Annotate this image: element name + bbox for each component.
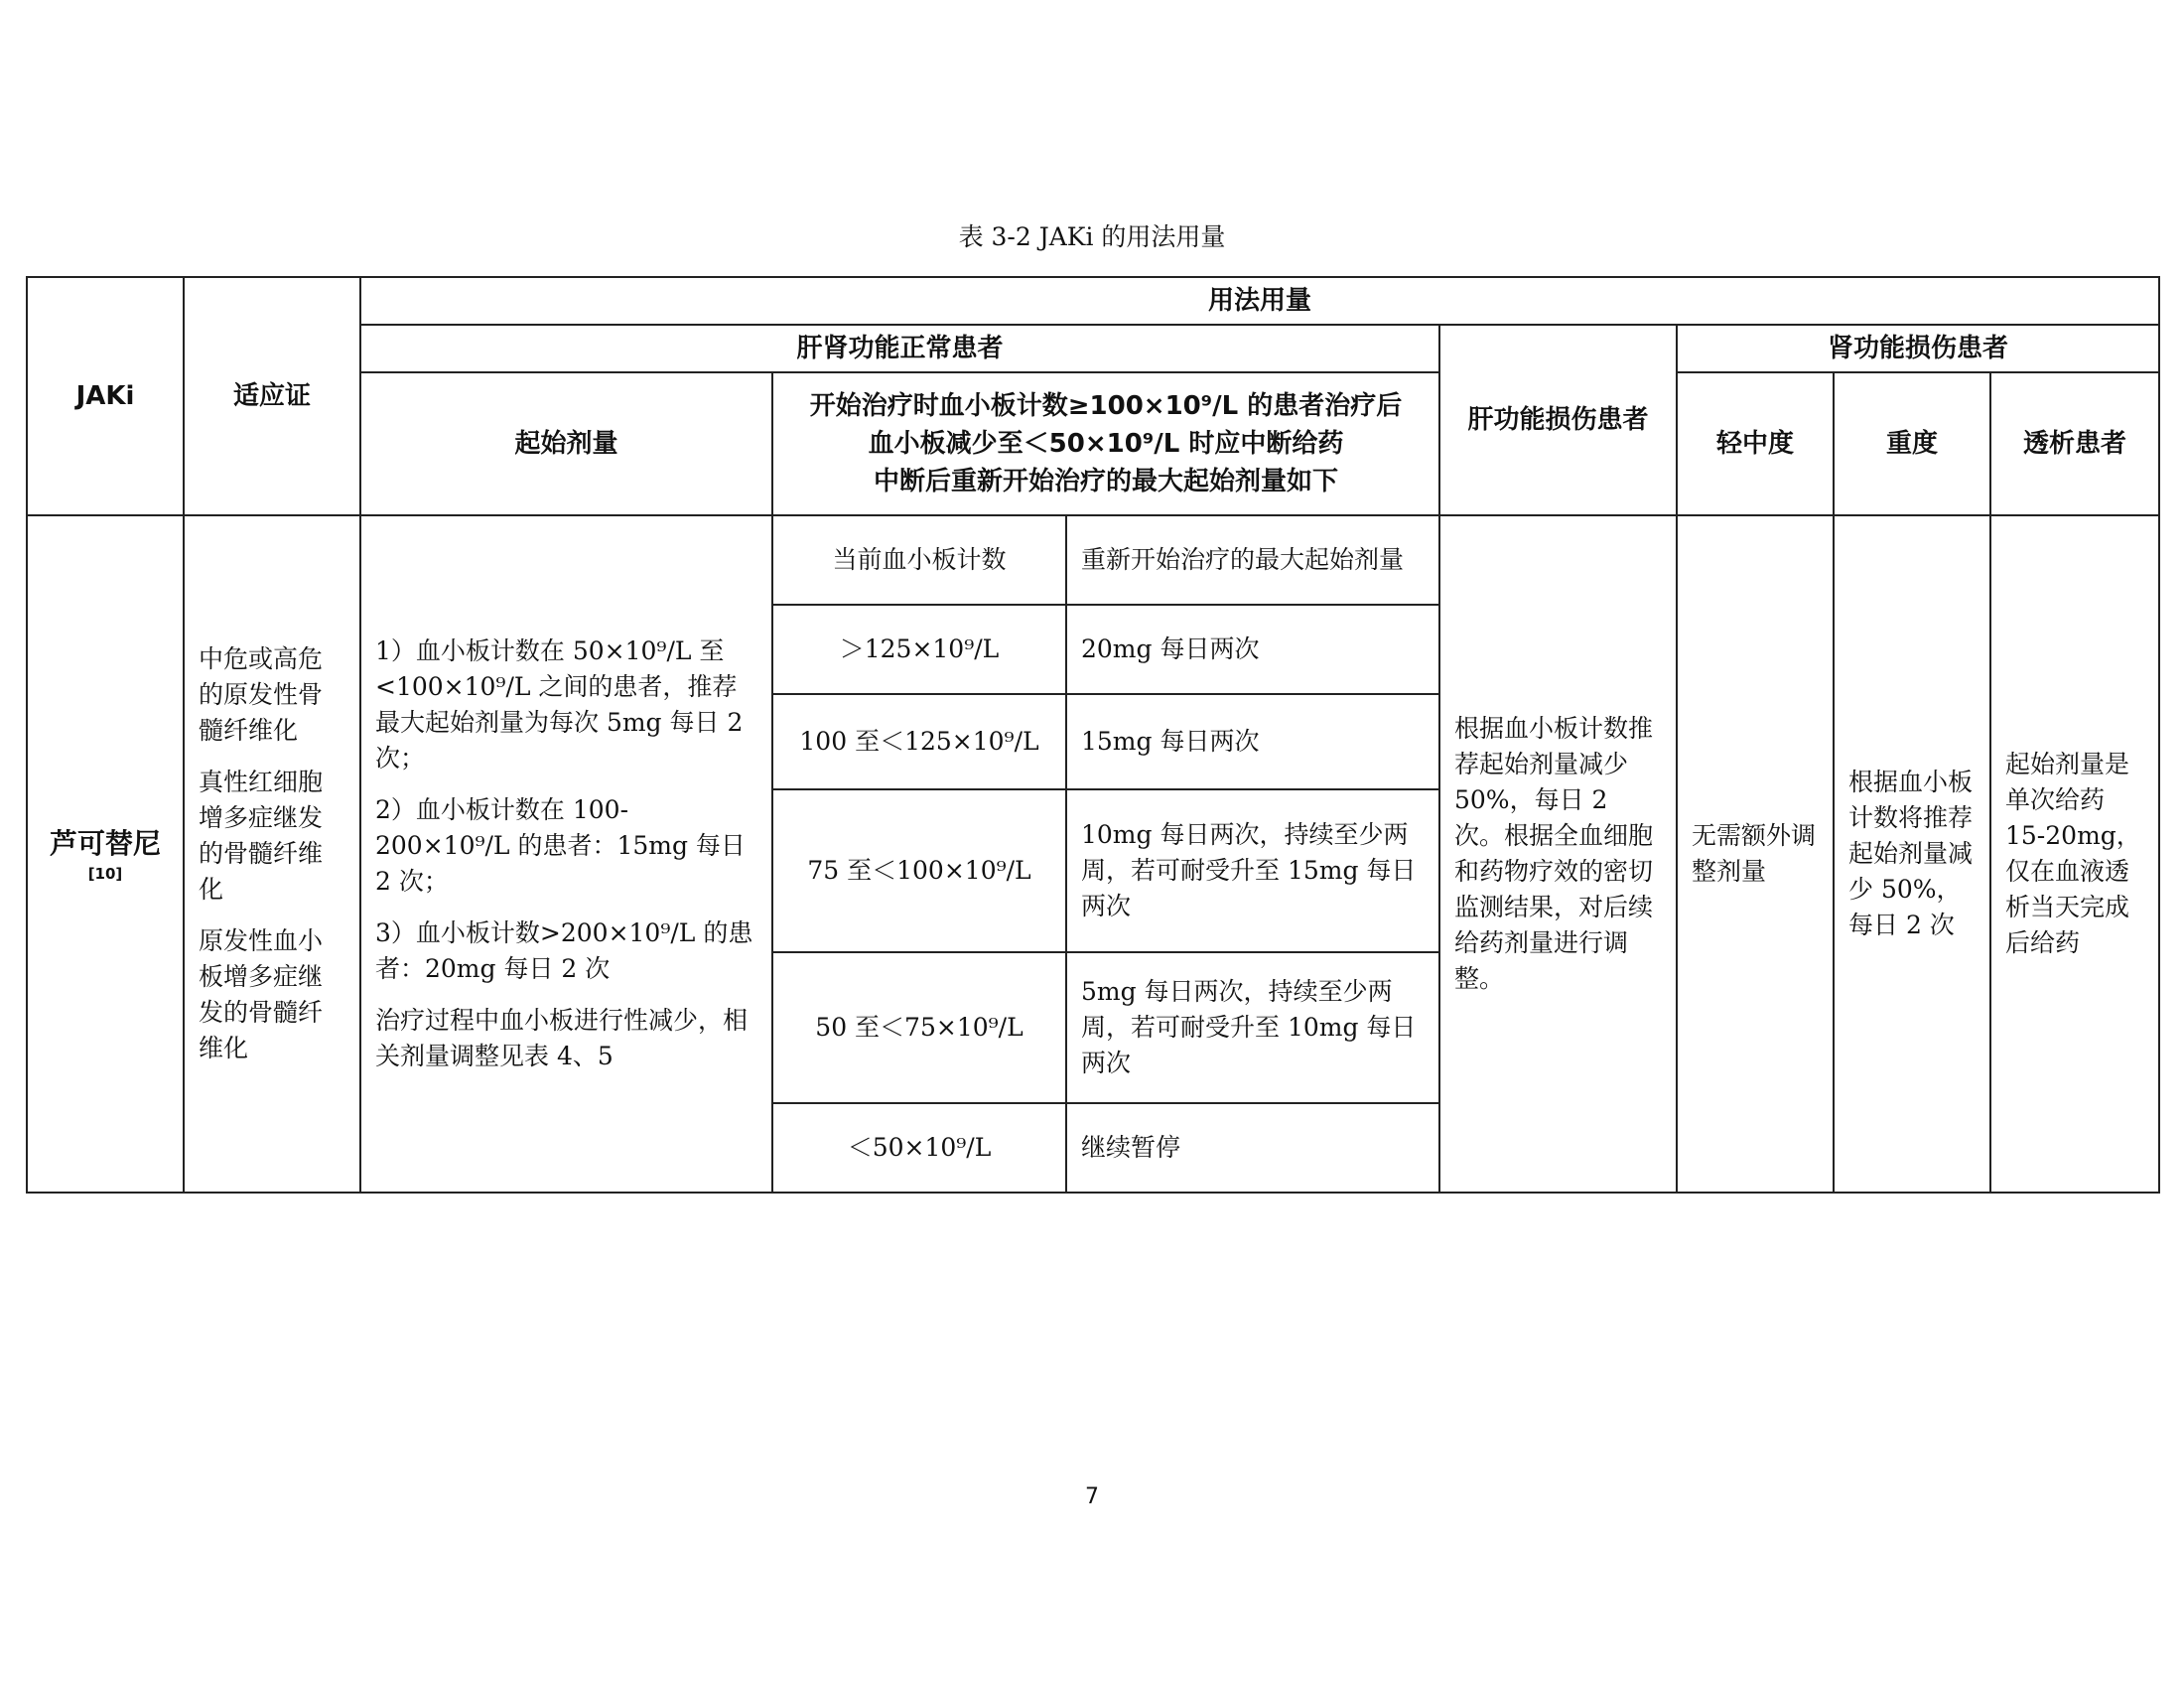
indication-3: 原发性血小板增多症继发的骨髓纤维化: [199, 926, 324, 1062]
indication-2: 真性红细胞增多症继发的骨髓纤维化: [199, 768, 324, 904]
header-severe: 重度: [1834, 372, 1990, 515]
page-number: 7: [1085, 1484, 1099, 1509]
start-dose-1: 1）血小板计数在 50×10⁹/L 至<100×10⁹/L 之间的患者，推荐最大起始剂量为每次 5mg 每日 2 次；: [375, 636, 744, 773]
header-normal: 肝肾功能正常患者: [360, 325, 1439, 372]
start-dose-2: 2）血小板计数在 100-200×10⁹/L 的患者：15mg 每日 2 次；: [375, 795, 746, 896]
subheader-max-restart-dose: 重新开始治疗的最大起始剂量: [1066, 515, 1439, 605]
platelet-note-line-3: 中断后重新开始治疗的最大起始剂量如下: [873, 467, 1338, 496]
header-usage: 用法用量: [360, 277, 2159, 325]
renal-severe-cell: 根据血小板计数将推荐起始剂量减少 50%，每日 2 次: [1834, 515, 1990, 1193]
header-start-dose: 起始剂量: [360, 372, 772, 515]
platelet-range-1: ＞125×10⁹/L: [772, 605, 1066, 694]
header-jaki: JAKi: [27, 277, 184, 515]
drug-reference: [10]: [87, 865, 123, 883]
header-indication: 适应证: [184, 277, 360, 515]
renal-mild-moderate-cell: 无需额外调整剂量: [1677, 515, 1834, 1193]
header-mild-moderate: 轻中度: [1677, 372, 1834, 515]
indication-cell: [184, 515, 360, 1193]
header-liver-impaired: 肝功能损伤患者: [1439, 325, 1677, 515]
platelet-range-2: 100 至＜125×10⁹/L: [772, 694, 1066, 789]
header-renal-impaired: 肾功能损伤患者: [1677, 325, 2159, 372]
header-dialysis: 透析患者: [1990, 372, 2159, 515]
restart-dose-2: 15mg 每日两次: [1066, 694, 1439, 789]
renal-dialysis-cell: 起始剂量是单次给药 15-20mg，仅在血液透析当天完成后给药: [1990, 515, 2159, 1193]
start-dose-cell: [360, 515, 772, 1193]
dosage-table: [26, 276, 2160, 1194]
indication-1: 中危或高危的原发性骨髓纤维化: [199, 644, 324, 745]
platelet-note-line-1: 开始治疗时血小板计数≥100×10⁹/L 的患者治疗后: [809, 391, 1403, 421]
header-platelet-note: [772, 372, 1439, 515]
platelet-range-3: 75 至＜100×10⁹/L: [772, 789, 1066, 952]
start-dose-4: 治疗过程中血小板进行性减少，相关剂量调整见表 4、5: [375, 1006, 749, 1070]
restart-dose-4: 5mg 每日两次，持续至少两周，若可耐受升至 10mg 每日两次: [1066, 952, 1439, 1103]
drug-cell: [27, 515, 184, 1193]
platelet-note-line-2: 血小板减少至＜50×10⁹/L 时应中断给药: [868, 429, 1344, 459]
platelet-range-5: ＜50×10⁹/L: [772, 1103, 1066, 1193]
start-dose-3: 3）血小板计数>200×10⁹/L 的患者：20mg 每日 2 次: [375, 918, 753, 983]
liver-impaired-cell: 根据血小板计数推荐起始剂量减少 50%，每日 2 次。根据全血细胞和药物疗效的密切监测结果，对后续给药剂量进行调整。: [1439, 515, 1677, 1193]
platelet-range-4: 50 至＜75×10⁹/L: [772, 952, 1066, 1103]
restart-dose-1: 20mg 每日两次: [1066, 605, 1439, 694]
drug-name: 芦可替尼: [49, 827, 161, 860]
restart-dose-3: 10mg 每日两次，持续至少两周，若可耐受升至 15mg 每日两次: [1066, 789, 1439, 952]
restart-dose-5: 继续暂停: [1066, 1103, 1439, 1193]
table-caption: 表 3-2 JAKi 的用法用量: [958, 222, 1226, 251]
subheader-current-platelet: 当前血小板计数: [772, 515, 1066, 605]
